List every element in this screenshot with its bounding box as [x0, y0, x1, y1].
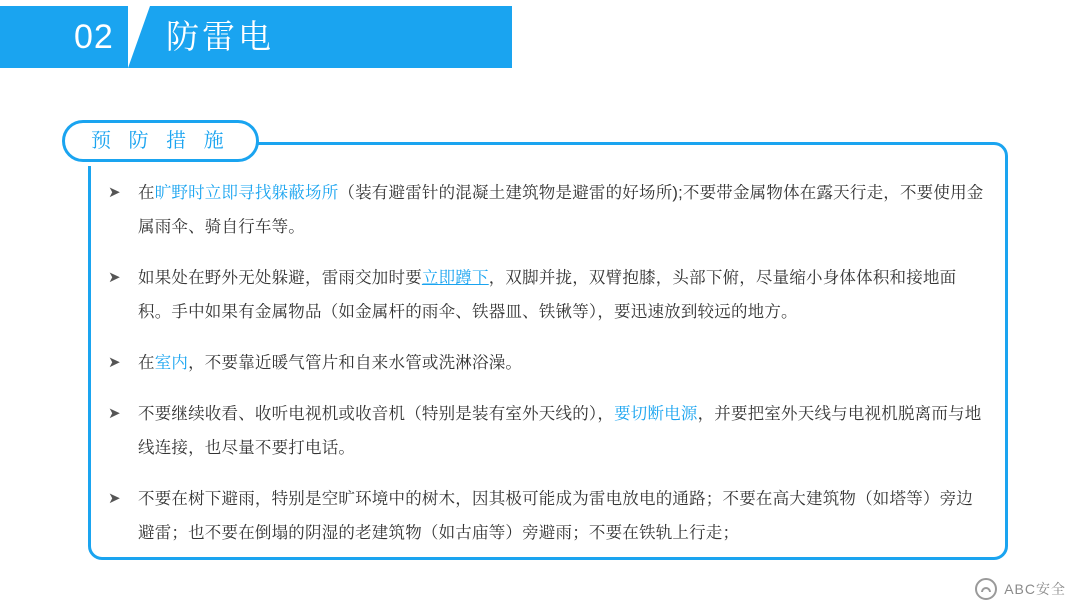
- text-segment: ，不要靠近暖气管片和自来水管或洗淋浴澡。: [188, 354, 523, 372]
- text-segment: ，并要把室外天线与电视机脱离而与地线连接，也尽量不要打电话。: [138, 405, 982, 457]
- list-item-text: [138, 482, 988, 550]
- list-item: [108, 346, 988, 380]
- text-segment: 不要继续收看、收听电视机或收音机（特别是装有室外天线的），: [138, 405, 615, 423]
- emphasis-segment: 立即蹲下: [421, 269, 489, 287]
- text-segment: ，双脚并拢，双臂抱膝，头部下俯，尽量缩小身体体积和接地面积。手中如果有金属物品（如金属杆的雨伞、铁器皿、铁锹等），要迅速放到较远的地方。: [138, 269, 957, 321]
- list-item-text: [138, 176, 988, 244]
- measures-list: [108, 176, 988, 567]
- watermark-label: ABC安全: [1004, 581, 1066, 597]
- section-title: 防雷电: [166, 18, 274, 55]
- text-segment: 在: [138, 184, 155, 202]
- list-item: [108, 261, 988, 329]
- watermark-logo-icon: [975, 578, 997, 600]
- list-item-text: [138, 261, 988, 329]
- list-item: [108, 397, 988, 465]
- list-item-text: [138, 346, 988, 380]
- emphasis-segment: 室内: [154, 354, 189, 372]
- emphasis-segment: 要切断电源: [614, 405, 698, 423]
- bullet-arrow-icon: ➤: [108, 490, 121, 507]
- list-item: [108, 482, 988, 550]
- emphasis-segment: 旷野时立即寻找躲蔽场所: [154, 184, 339, 202]
- list-item: [108, 176, 988, 244]
- text-segment: 不要在树下避雨，特别是空旷环境中的树木，因其极可能成为雷电放电的通路；不要在高大建筑物（如塔等）旁边避雷；也不要在倒塌的阴湿的老建筑物（如古庙等）旁避雨；不要在铁轨上行走；: [138, 490, 973, 542]
- list-item-text: [138, 397, 988, 465]
- bullet-arrow-icon: ➤: [108, 269, 121, 286]
- header-notch-shape: [128, 6, 150, 68]
- section-number: 02: [74, 18, 114, 56]
- bullet-arrow-icon: ➤: [108, 184, 121, 201]
- section-header: [0, 6, 512, 68]
- text-segment: （装有避雷针的混凝土建筑物是避雷的好场所);不要带金属物体在露天行走，不要使用金属雨伞、骑自行车等。: [138, 184, 984, 236]
- text-segment: 如果处在野外无处躲避，雷雨交加时要: [138, 269, 422, 287]
- prevention-measures-badge: 预 防 措 施: [62, 120, 259, 162]
- watermark: [975, 578, 1066, 600]
- bullet-arrow-icon: ➤: [108, 354, 121, 371]
- bullet-arrow-icon: ➤: [108, 405, 121, 422]
- text-segment: 在: [138, 354, 155, 372]
